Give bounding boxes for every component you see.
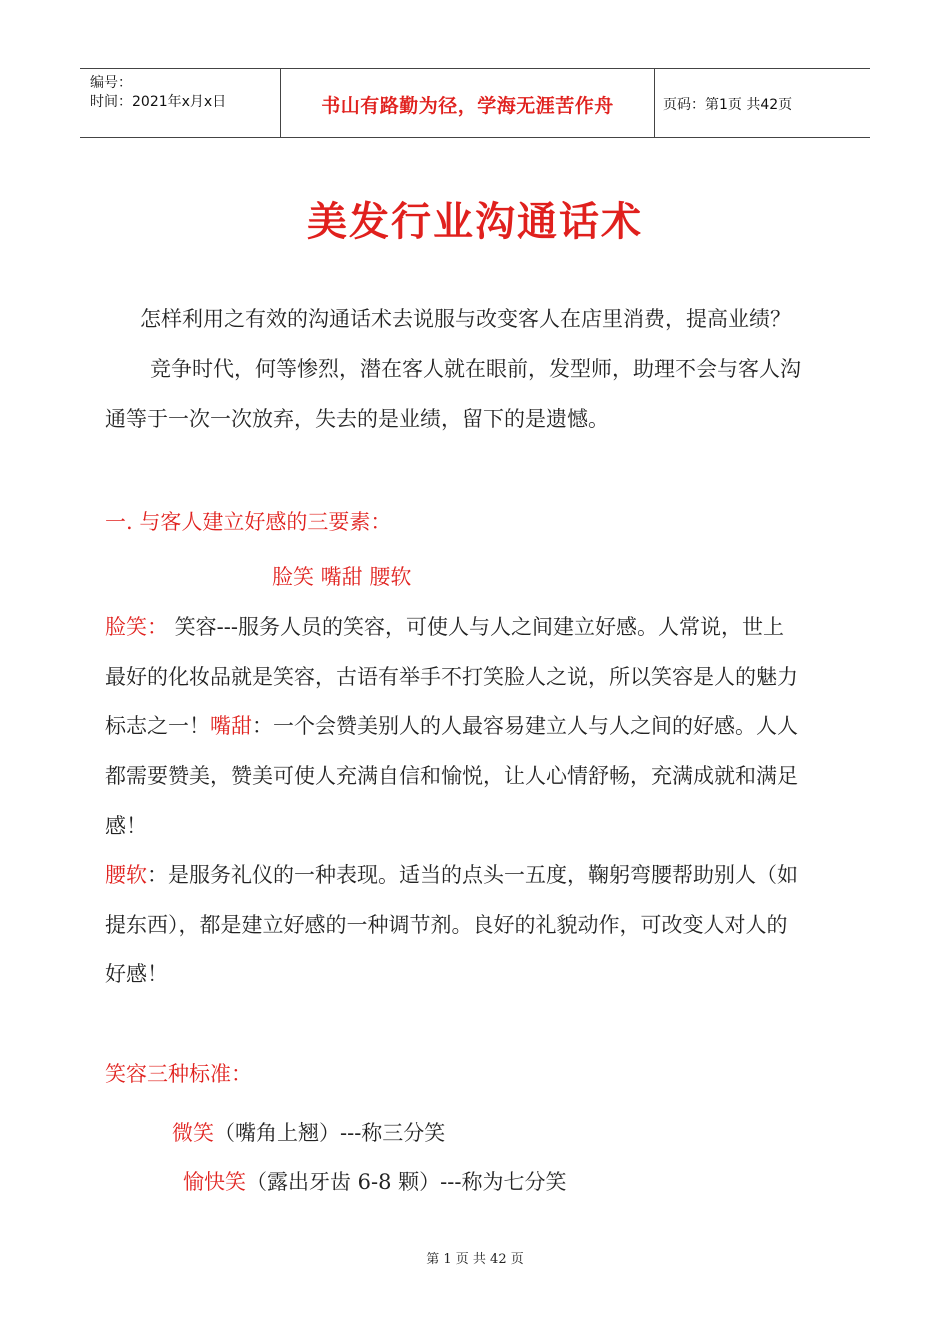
smile-standard-item-1 [172, 1117, 445, 1147]
sweet-mouth-text: ：一个会赞美别人的人最容易建立人与人之间的好感。人人 [252, 714, 798, 738]
header-meta-cell [80, 69, 281, 137]
intro-line-3: 通等于一次一次放弃，失去的是业绩，留下的是遗憾。 [105, 407, 609, 431]
header-page-cell [655, 69, 870, 137]
face-smile-paragraph-line-1 [105, 611, 784, 641]
smile-standard-item-2 [183, 1166, 566, 1196]
page-title: 美发行业沟通话术 [307, 199, 643, 245]
smile-standards-heading: 笑容三种标准： [105, 1062, 252, 1086]
header-motto: 书山有路勤为径，学海无涯苦作舟 [321, 95, 614, 117]
face-mouth-paragraph-line-3 [105, 710, 798, 740]
doc-number-label: 编号： [90, 75, 132, 91]
header-motto-cell [281, 69, 655, 137]
soft-waist-paragraph-line-1 [105, 859, 798, 889]
section-heading-three-elements: 一. 与客人建立好感的三要素： [105, 510, 392, 534]
doc-date-label: 时间：2021年x月x日 [90, 94, 227, 110]
soft-waist-label: 腰软 [105, 863, 147, 887]
sweet-mouth-label: 嘴甜 [210, 714, 252, 738]
sweet-mouth-paragraph-line-4: 都需要赞美，赞美可使人充满自信和愉悦，让人心情舒畅，充满成就和满足 [105, 764, 798, 788]
face-smile-label: 脸笑 [105, 615, 147, 639]
three-elements-list: 脸笑 嘴甜 腰软 [272, 565, 412, 589]
smile-item-1-label: 微笑 [172, 1121, 214, 1145]
face-smile-paragraph-line-2: 最好的化妆品就是笑容，古语有举手不打笑脸人之说，所以笑容是人的魅力 [105, 665, 798, 689]
intro-line-1: 怎样利用之有效的沟通话术去说服与改变客人在店里消费，提高业绩？ [140, 307, 791, 331]
document-header [80, 68, 870, 138]
soft-waist-text: ：是服务礼仪的一种表现。适当的点头一五度，鞠躬弯腰帮助别人（如 [147, 863, 798, 887]
face-smile-text-end: 标志之一！ [105, 714, 210, 738]
intro-line-2: 竞争时代，何等惨烈，潜在客人就在眼前，发型师，助理不会与客人沟 [150, 357, 801, 381]
header-page-info: 页码：第1页 共42页 [663, 97, 793, 113]
smile-item-1-text: （嘴角上翘）---称三分笑 [214, 1121, 446, 1145]
smile-item-2-text: （露出牙齿 6-8 颗）---称为七分笑 [246, 1170, 567, 1194]
smile-item-2-label: 愉快笑 [183, 1170, 246, 1194]
face-smile-text: 笑容---服务人员的笑容，可使人与人之间建立好感。人常说，世上 [168, 615, 784, 639]
soft-waist-paragraph-line-2: 提东西），都是建立好感的一种调节剂。良好的礼貌动作，可改变人对人的 [105, 913, 788, 937]
page-footer: 第 1 页 共 42 页 [426, 1252, 524, 1267]
soft-waist-paragraph-line-3: 好感！ [105, 962, 168, 986]
face-smile-colon: ： [147, 615, 168, 639]
sweet-mouth-paragraph-line-5: 感！ [105, 814, 147, 838]
